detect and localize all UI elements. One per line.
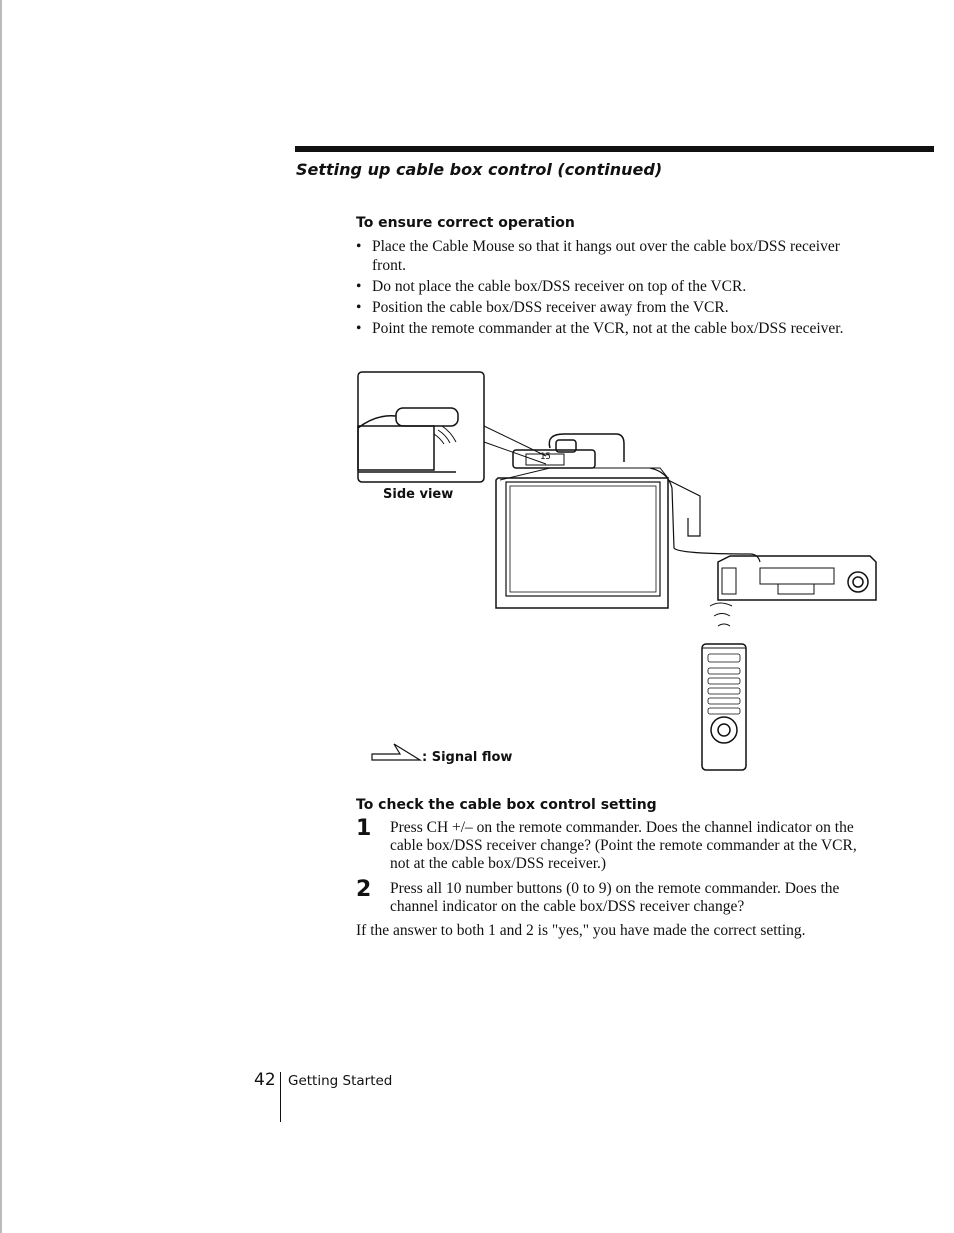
page-edge	[0, 0, 2, 1233]
connection-illustration	[350, 368, 890, 788]
tv	[496, 478, 668, 608]
vcr	[718, 556, 876, 600]
check-heading: To check the cable box control setting	[356, 797, 657, 813]
step-number: 1	[356, 816, 372, 841]
side-view-signal	[434, 426, 456, 444]
operation-bullet-list	[356, 237, 846, 340]
remote-signal	[710, 603, 732, 626]
cable-mouse-cord	[549, 434, 624, 462]
bullet-item: • Do not place the cable box/DSS receiver on top of the VCR.	[356, 277, 846, 296]
operation-heading: To ensure correct operation	[356, 215, 575, 231]
vcr-cassette-slot	[760, 568, 834, 584]
vcr-dial	[848, 572, 868, 592]
side-view-label: Side view	[383, 487, 454, 502]
step-text: Press all 10 number buttons (0 to 9) on the remote commander. Does the channel indicator on the cable box/DSS receiver change?	[390, 880, 840, 915]
footer-divider	[280, 1072, 281, 1122]
cable-to-vcr	[650, 468, 760, 562]
bullet-item: • Place the Cable Mouse so that it hangs out over the cable box/DSS receiver front.	[356, 237, 846, 275]
step-number: 2	[356, 877, 372, 902]
step-1	[356, 816, 876, 879]
signal-flow-label: : Signal flow	[422, 750, 513, 765]
side-view-frame	[358, 372, 484, 482]
step-text: Press CH +/– on the remote commander. Does the channel indicator on the cable box/DSS receiver change? (Point the remote commander at the VCR, not at the cable box/DSS receiver.)	[390, 819, 857, 872]
remote-commander	[702, 644, 746, 770]
page-number: 42	[254, 1070, 276, 1090]
cable-box-display-text: 15	[540, 452, 551, 462]
section-title: Setting up cable box control (continued)	[296, 160, 663, 179]
header-rule	[295, 146, 934, 152]
connection-diagram	[350, 368, 890, 788]
footer-section-label: Getting Started	[288, 1073, 393, 1089]
signal-flow-legend-icon	[372, 744, 420, 760]
tv-screen	[506, 482, 660, 596]
side-view-cable-box	[358, 426, 434, 470]
bullet-item: • Point the remote commander at the VCR, not at the cable box/DSS receiver.	[356, 319, 846, 338]
conclusion-text: If the answer to both 1 and 2 is "yes," you have made the correct setting.	[356, 922, 806, 939]
vcr-display	[778, 584, 814, 594]
side-view-cable-mouse	[396, 408, 458, 426]
step-2	[356, 877, 876, 922]
bullet-item: • Position the cable box/DSS receiver away from the VCR.	[356, 298, 846, 317]
remote-dial	[711, 717, 737, 743]
